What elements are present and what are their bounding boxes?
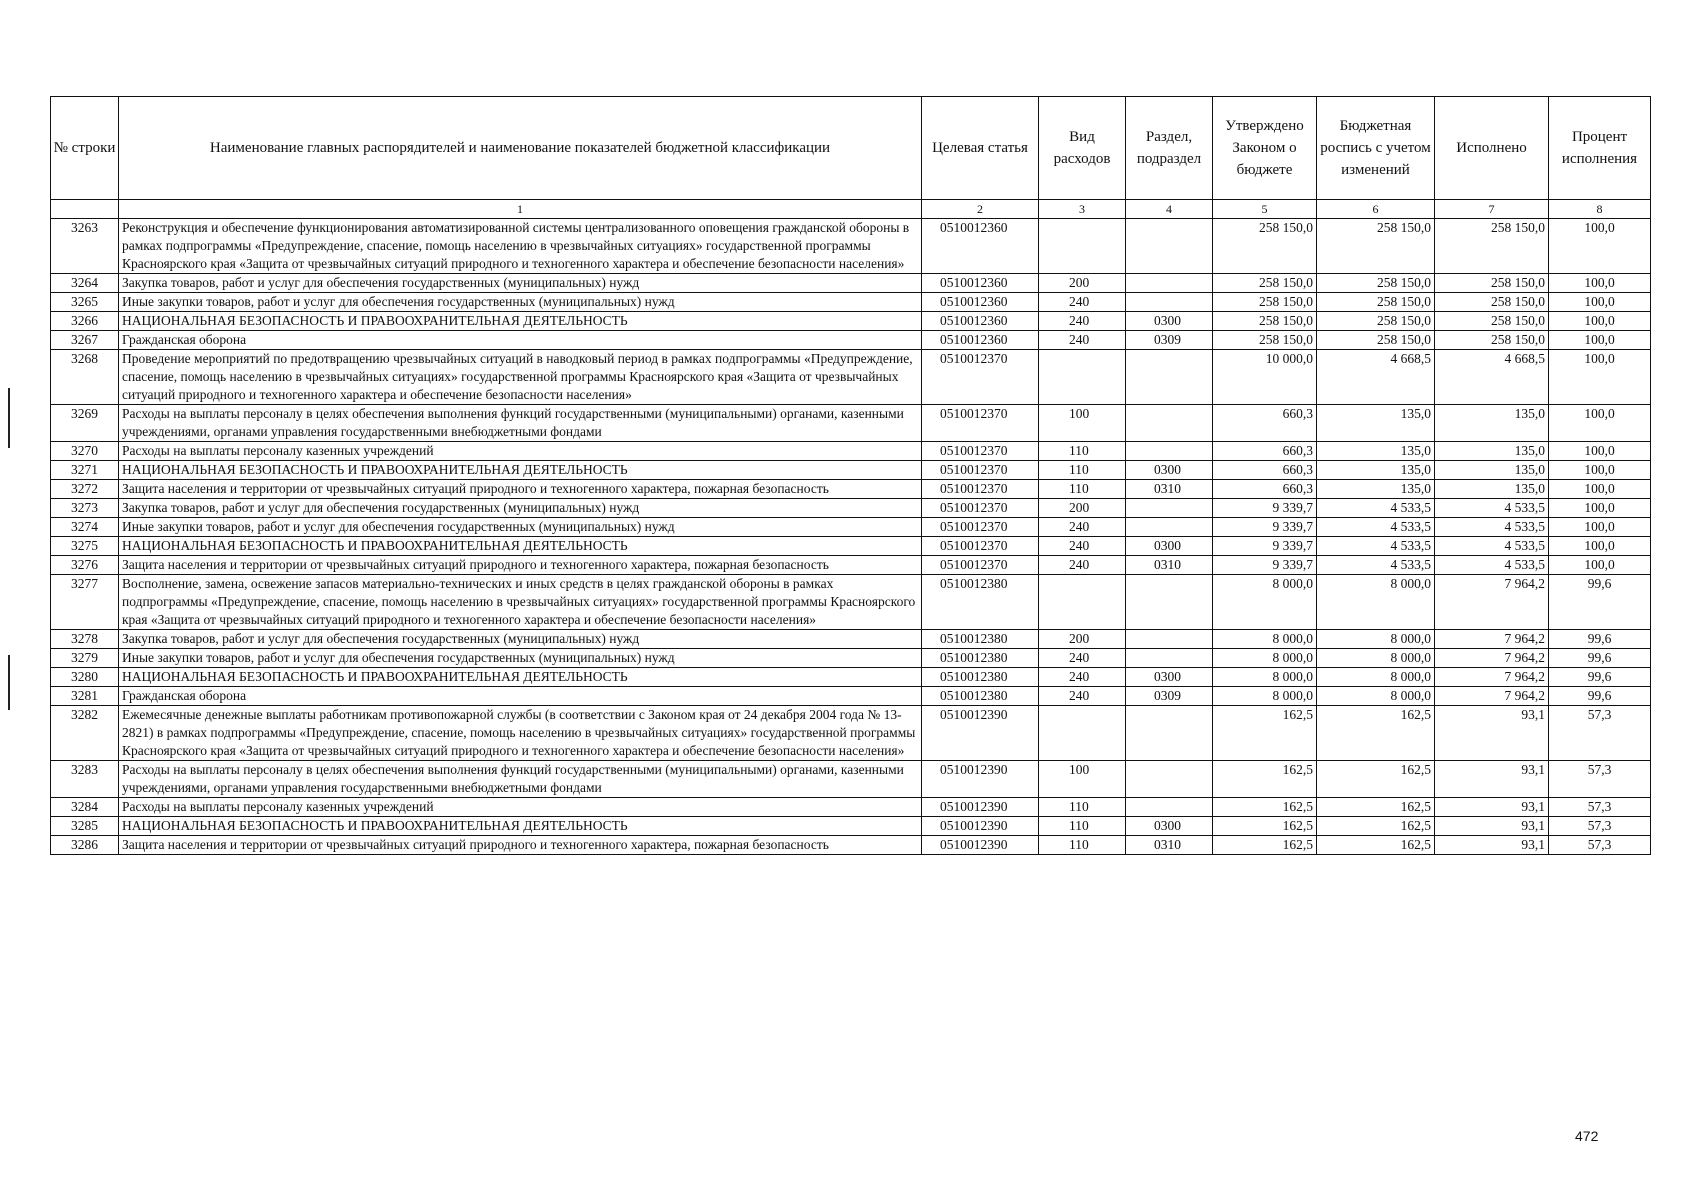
row-budget-schedule: 162,5 [1317,798,1435,817]
table-row [51,518,1651,537]
row-budget-schedule: 135,0 [1317,405,1435,442]
row-target-article: 0510012370 [922,537,1039,556]
row-section [1126,350,1213,405]
table-row [51,219,1651,274]
row-expense-kind [1039,575,1126,630]
row-number: 3281 [51,687,119,706]
column-number: 1 [119,200,922,219]
row-section: 0300 [1126,537,1213,556]
row-approved: 8 000,0 [1213,649,1317,668]
row-section [1126,761,1213,798]
header-name: Наименование главных распорядителей и наименование показателей бюджетной классификации [119,97,922,200]
column-number: 4 [1126,200,1213,219]
row-executed: 135,0 [1435,405,1549,442]
row-approved: 162,5 [1213,817,1317,836]
row-number: 3276 [51,556,119,575]
row-target-article: 0510012390 [922,798,1039,817]
row-executed: 4 533,5 [1435,537,1549,556]
row-name: Расходы на выплаты персоналу казенных учреждений [119,442,922,461]
table-row [51,575,1651,630]
row-budget-schedule: 135,0 [1317,442,1435,461]
row-section: 0300 [1126,668,1213,687]
row-number: 3273 [51,499,119,518]
row-number: 3284 [51,798,119,817]
table-header-row [51,97,1651,200]
row-executed: 135,0 [1435,480,1549,499]
row-target-article: 0510012380 [922,649,1039,668]
row-name: НАЦИОНАЛЬНАЯ БЕЗОПАСНОСТЬ И ПРАВООХРАНИТЕЛЬНАЯ ДЕЯТЕЛЬНОСТЬ [119,668,922,687]
row-section: 0310 [1126,836,1213,855]
row-budget-schedule: 8 000,0 [1317,575,1435,630]
row-name: Защита населения и территории от чрезвычайных ситуаций природного и техногенного характера, пожарная безопасность [119,480,922,499]
row-approved: 258 150,0 [1213,274,1317,293]
column-number [51,200,119,219]
row-percent: 100,0 [1549,537,1651,556]
row-number: 3267 [51,331,119,350]
row-name: НАЦИОНАЛЬНАЯ БЕЗОПАСНОСТЬ И ПРАВООХРАНИТЕЛЬНАЯ ДЕЯТЕЛЬНОСТЬ [119,312,922,331]
row-target-article: 0510012380 [922,575,1039,630]
table-row [51,798,1651,817]
row-percent: 100,0 [1549,405,1651,442]
row-number: 3268 [51,350,119,405]
table-row [51,687,1651,706]
row-approved: 660,3 [1213,442,1317,461]
row-section [1126,442,1213,461]
row-section [1126,575,1213,630]
row-approved: 8 000,0 [1213,630,1317,649]
table-body [51,219,1651,855]
row-executed: 4 668,5 [1435,350,1549,405]
row-executed: 135,0 [1435,461,1549,480]
budget-table-sheet [50,96,1638,855]
row-budget-schedule: 4 533,5 [1317,499,1435,518]
column-number-row [51,200,1651,219]
row-budget-schedule: 8 000,0 [1317,668,1435,687]
row-target-article: 0510012390 [922,706,1039,761]
row-target-article: 0510012370 [922,499,1039,518]
row-expense-kind: 240 [1039,556,1126,575]
row-number: 3283 [51,761,119,798]
row-name: Проведение мероприятий по предотвращению чрезвычайных ситуаций в наводковый период в рамках подпрограммы «Предупреждение, спасение, помощь населению в чрезвычайных ситуациях» государственной программы Красноярского края «Защита от чрезвычайных ситуаций природного и техногенного характера и обеспечение безопасности населения» [119,350,922,405]
row-name: Ежемесячные денежные выплаты работникам противопожарной службы (в соответствии с Законом края от 24 декабря 2004 года № 13-2821) в рамках подпрограммы «Предупреждение, спасение, помощь населению в чрезвычайных ситуациях» государственной программы Красноярского края «Защита от чрезвычайных ситуаций природного и техногенного характера и обеспечение безопасности населения» [119,706,922,761]
row-name: Иные закупки товаров, работ и услуг для обеспечения государственных (муниципальных) нужд [119,293,922,312]
table-row [51,761,1651,798]
row-section: 0300 [1126,312,1213,331]
row-executed: 258 150,0 [1435,312,1549,331]
row-number: 3264 [51,274,119,293]
row-expense-kind [1039,350,1126,405]
row-section: 0300 [1126,461,1213,480]
row-percent: 100,0 [1549,274,1651,293]
row-target-article: 0510012370 [922,556,1039,575]
margin-mark-top [8,388,10,448]
row-approved: 258 150,0 [1213,312,1317,331]
row-section [1126,630,1213,649]
row-expense-kind: 100 [1039,405,1126,442]
table-row [51,537,1651,556]
row-percent: 100,0 [1549,350,1651,405]
row-number: 3279 [51,649,119,668]
row-approved: 660,3 [1213,405,1317,442]
row-name: Расходы на выплаты персоналу в целях обеспечения выполнения функций государственными (муниципальными) органами, казенными учреждениями, органами управления государственными внебюджетными фондами [119,761,922,798]
row-budget-schedule: 258 150,0 [1317,312,1435,331]
row-budget-schedule: 162,5 [1317,817,1435,836]
row-target-article: 0510012370 [922,480,1039,499]
row-budget-schedule: 4 533,5 [1317,537,1435,556]
margin-mark-bottom [8,655,10,710]
row-expense-kind: 240 [1039,518,1126,537]
table-row [51,480,1651,499]
page-number: 472 [1575,1128,1599,1144]
row-approved: 162,5 [1213,836,1317,855]
row-executed: 4 533,5 [1435,556,1549,575]
table-row [51,350,1651,405]
row-budget-schedule: 4 533,5 [1317,518,1435,537]
table-row [51,630,1651,649]
row-name: Защита населения и территории от чрезвычайных ситуаций природного и техногенного характера, пожарная безопасность [119,836,922,855]
row-approved: 8 000,0 [1213,575,1317,630]
row-section [1126,274,1213,293]
row-executed: 4 533,5 [1435,518,1549,537]
row-executed: 93,1 [1435,706,1549,761]
row-target-article: 0510012360 [922,331,1039,350]
row-number: 3277 [51,575,119,630]
row-percent: 100,0 [1549,312,1651,331]
row-number: 3278 [51,630,119,649]
row-target-article: 0510012380 [922,630,1039,649]
row-expense-kind: 110 [1039,461,1126,480]
row-target-article: 0510012370 [922,518,1039,537]
row-section: 0309 [1126,687,1213,706]
row-percent: 99,6 [1549,649,1651,668]
table-row [51,442,1651,461]
table-row [51,312,1651,331]
row-approved: 258 150,0 [1213,331,1317,350]
row-budget-schedule: 162,5 [1317,836,1435,855]
row-target-article: 0510012360 [922,293,1039,312]
row-percent: 57,3 [1549,798,1651,817]
row-target-article: 0510012360 [922,219,1039,274]
table-row [51,293,1651,312]
row-target-article: 0510012360 [922,312,1039,331]
header-section: Раздел, подраздел [1126,97,1213,200]
row-budget-schedule: 8 000,0 [1317,687,1435,706]
row-approved: 258 150,0 [1213,219,1317,274]
row-number: 3272 [51,480,119,499]
table-row [51,499,1651,518]
row-target-article: 0510012390 [922,761,1039,798]
row-percent: 100,0 [1549,499,1651,518]
table-row [51,405,1651,442]
row-number: 3274 [51,518,119,537]
row-name: Закупка товаров, работ и услуг для обеспечения государственных (муниципальных) нужд [119,630,922,649]
row-approved: 660,3 [1213,480,1317,499]
column-number: 3 [1039,200,1126,219]
row-budget-schedule: 162,5 [1317,761,1435,798]
row-executed: 7 964,2 [1435,649,1549,668]
row-name: Закупка товаров, работ и услуг для обеспечения государственных (муниципальных) нужд [119,499,922,518]
row-percent: 57,3 [1549,836,1651,855]
header-target-article: Целевая статья [922,97,1039,200]
row-approved: 8 000,0 [1213,687,1317,706]
row-target-article: 0510012390 [922,817,1039,836]
row-section: 0309 [1126,331,1213,350]
row-approved: 162,5 [1213,706,1317,761]
row-section [1126,706,1213,761]
row-number: 3263 [51,219,119,274]
row-name: Восполнение, замена, освежение запасов материально-технических и иных средств в целях гражданской обороны в рамках подпрограммы «Предупреждение, спасение, помощь населению в чрезвычайных ситуациях» государственной программы Красноярского края «Защита от чрезвычайных ситуаций природного и техногенного характера и обеспечение безопасности населения» [119,575,922,630]
row-number: 3280 [51,668,119,687]
row-executed: 258 150,0 [1435,274,1549,293]
row-budget-schedule: 8 000,0 [1317,649,1435,668]
table-row [51,274,1651,293]
row-expense-kind: 110 [1039,817,1126,836]
row-section: 0300 [1126,817,1213,836]
row-target-article: 0510012360 [922,274,1039,293]
row-executed: 93,1 [1435,817,1549,836]
header-expense-kind: Вид расходов [1039,97,1126,200]
row-approved: 162,5 [1213,798,1317,817]
row-approved: 9 339,7 [1213,556,1317,575]
row-name: Реконструкция и обеспечение функционирования автоматизированной системы централизованного оповещения гражданской обороны в рамках подпрограммы «Предупреждение, спасение, помощь населению в чрезвычайных ситуациях» государственной программы Красноярского края «Защита от чрезвычайных ситуаций природного и техногенного характера и обеспечение безопасности населения» [119,219,922,274]
row-approved: 660,3 [1213,461,1317,480]
row-section: 0310 [1126,480,1213,499]
row-approved: 9 339,7 [1213,537,1317,556]
row-name: Защита населения и территории от чрезвычайных ситуаций природного и техногенного характера, пожарная безопасность [119,556,922,575]
row-executed: 7 964,2 [1435,687,1549,706]
header-budget-schedule: Бюджетная роспись с учетом изменений [1317,97,1435,200]
row-expense-kind: 240 [1039,668,1126,687]
row-approved: 9 339,7 [1213,518,1317,537]
row-percent: 57,3 [1549,706,1651,761]
row-budget-schedule: 8 000,0 [1317,630,1435,649]
row-executed: 258 150,0 [1435,219,1549,274]
column-number: 8 [1549,200,1651,219]
row-name: Расходы на выплаты персоналу в целях обеспечения выполнения функций государственными (муниципальными) органами, казенными учреждениями, органами управления государственными внебюджетными фондами [119,405,922,442]
row-approved: 10 000,0 [1213,350,1317,405]
row-budget-schedule: 258 150,0 [1317,331,1435,350]
row-expense-kind: 200 [1039,274,1126,293]
row-executed: 7 964,2 [1435,630,1549,649]
table-row [51,836,1651,855]
row-percent: 100,0 [1549,480,1651,499]
row-percent: 100,0 [1549,556,1651,575]
row-budget-schedule: 4 668,5 [1317,350,1435,405]
row-section [1126,405,1213,442]
row-expense-kind: 200 [1039,630,1126,649]
table-row [51,649,1651,668]
row-expense-kind: 110 [1039,480,1126,499]
row-percent: 99,6 [1549,687,1651,706]
row-section [1126,649,1213,668]
row-target-article: 0510012370 [922,442,1039,461]
row-name: Иные закупки товаров, работ и услуг для обеспечения государственных (муниципальных) нужд [119,518,922,537]
row-expense-kind: 110 [1039,442,1126,461]
row-expense-kind: 240 [1039,687,1126,706]
row-percent: 100,0 [1549,518,1651,537]
column-number: 2 [922,200,1039,219]
row-budget-schedule: 4 533,5 [1317,556,1435,575]
table-row [51,668,1651,687]
header-percent: Процент исполнения [1549,97,1651,200]
row-name: НАЦИОНАЛЬНАЯ БЕЗОПАСНОСТЬ И ПРАВООХРАНИТЕЛЬНАЯ ДЕЯТЕЛЬНОСТЬ [119,817,922,836]
row-approved: 9 339,7 [1213,499,1317,518]
row-executed: 7 964,2 [1435,575,1549,630]
row-executed: 4 533,5 [1435,499,1549,518]
row-number: 3269 [51,405,119,442]
row-number: 3285 [51,817,119,836]
row-percent: 100,0 [1549,442,1651,461]
row-name: Гражданская оборона [119,687,922,706]
row-section [1126,798,1213,817]
row-percent: 100,0 [1549,219,1651,274]
row-approved: 8 000,0 [1213,668,1317,687]
row-number: 3265 [51,293,119,312]
row-number: 3275 [51,537,119,556]
header-row-number: № строки [51,97,119,200]
row-percent: 99,6 [1549,630,1651,649]
row-percent: 99,6 [1549,668,1651,687]
column-number: 7 [1435,200,1549,219]
row-section [1126,499,1213,518]
row-expense-kind: 240 [1039,649,1126,668]
row-name: Иные закупки товаров, работ и услуг для обеспечения государственных (муниципальных) нужд [119,649,922,668]
row-approved: 162,5 [1213,761,1317,798]
row-section [1126,518,1213,537]
row-expense-kind: 200 [1039,499,1126,518]
row-executed: 258 150,0 [1435,293,1549,312]
row-name: Расходы на выплаты персоналу казенных учреждений [119,798,922,817]
row-target-article: 0510012380 [922,668,1039,687]
row-percent: 100,0 [1549,461,1651,480]
row-target-article: 0510012370 [922,405,1039,442]
row-executed: 7 964,2 [1435,668,1549,687]
budget-table [50,96,1651,855]
column-number: 6 [1317,200,1435,219]
row-name: НАЦИОНАЛЬНАЯ БЕЗОПАСНОСТЬ И ПРАВООХРАНИТЕЛЬНАЯ ДЕЯТЕЛЬНОСТЬ [119,461,922,480]
row-number: 3271 [51,461,119,480]
row-budget-schedule: 258 150,0 [1317,274,1435,293]
row-target-article: 0510012390 [922,836,1039,855]
row-percent: 100,0 [1549,293,1651,312]
row-section: 0310 [1126,556,1213,575]
row-expense-kind: 240 [1039,312,1126,331]
row-executed: 135,0 [1435,442,1549,461]
row-target-article: 0510012370 [922,461,1039,480]
row-target-article: 0510012370 [922,350,1039,405]
row-budget-schedule: 258 150,0 [1317,219,1435,274]
row-percent: 57,3 [1549,761,1651,798]
row-budget-schedule: 135,0 [1317,461,1435,480]
row-executed: 93,1 [1435,761,1549,798]
row-section [1126,219,1213,274]
row-name: НАЦИОНАЛЬНАЯ БЕЗОПАСНОСТЬ И ПРАВООХРАНИТЕЛЬНАЯ ДЕЯТЕЛЬНОСТЬ [119,537,922,556]
row-number: 3270 [51,442,119,461]
row-expense-kind [1039,706,1126,761]
row-executed: 93,1 [1435,798,1549,817]
table-row [51,461,1651,480]
table-row [51,706,1651,761]
row-budget-schedule: 135,0 [1317,480,1435,499]
row-expense-kind: 240 [1039,331,1126,350]
row-percent: 99,6 [1549,575,1651,630]
row-number: 3286 [51,836,119,855]
row-target-article: 0510012380 [922,687,1039,706]
row-budget-schedule: 162,5 [1317,706,1435,761]
row-expense-kind: 110 [1039,836,1126,855]
row-number: 3282 [51,706,119,761]
header-approved: Утверждено Законом о бюджете [1213,97,1317,200]
header-executed: Исполнено [1435,97,1549,200]
row-expense-kind [1039,219,1126,274]
row-executed: 93,1 [1435,836,1549,855]
row-expense-kind: 240 [1039,293,1126,312]
row-name: Закупка товаров, работ и услуг для обеспечения государственных (муниципальных) нужд [119,274,922,293]
row-number: 3266 [51,312,119,331]
table-row [51,817,1651,836]
row-approved: 258 150,0 [1213,293,1317,312]
column-number: 5 [1213,200,1317,219]
row-executed: 258 150,0 [1435,331,1549,350]
table-row [51,556,1651,575]
row-expense-kind: 110 [1039,798,1126,817]
row-name: Гражданская оборона [119,331,922,350]
row-percent: 57,3 [1549,817,1651,836]
row-budget-schedule: 258 150,0 [1317,293,1435,312]
table-row [51,331,1651,350]
row-expense-kind: 100 [1039,761,1126,798]
row-percent: 100,0 [1549,331,1651,350]
row-expense-kind: 240 [1039,537,1126,556]
row-section [1126,293,1213,312]
